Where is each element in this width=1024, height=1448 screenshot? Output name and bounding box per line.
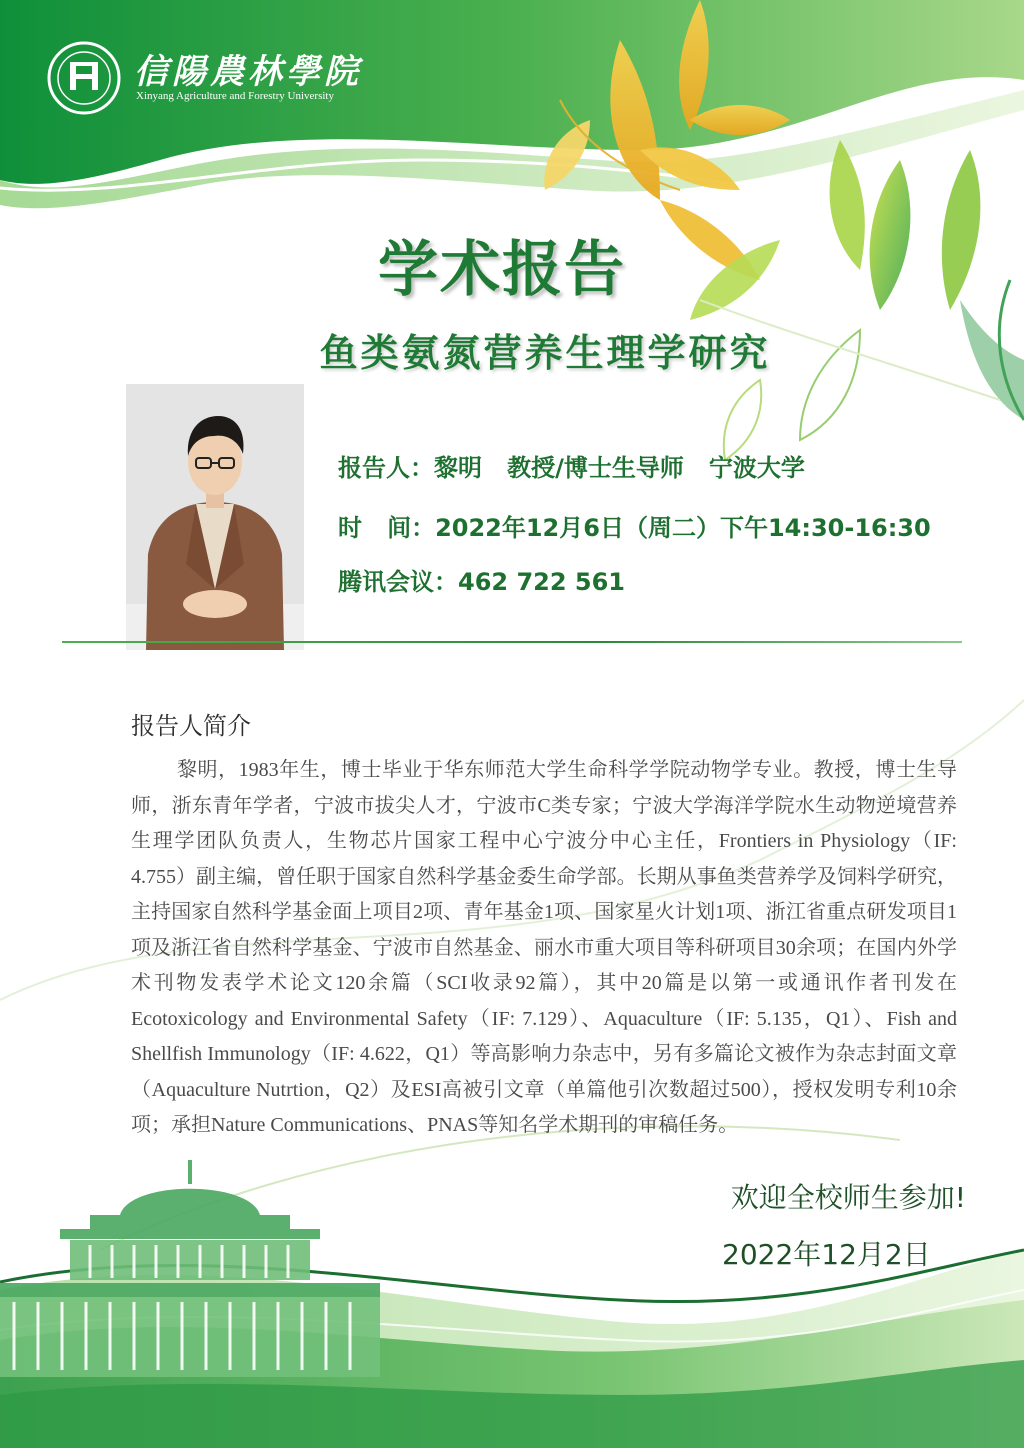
university-name-en: Xinyang Agriculture and Forestry University <box>136 90 334 102</box>
bio-heading: 报告人简介 <box>131 712 251 740</box>
meeting-line: 腾讯会议：462 722 561 <box>338 568 626 596</box>
reporter-line: 报告人：黎明 教授/博士生导师 宁波大学 <box>338 454 805 482</box>
bio-text: 黎明，1983年生，博士毕业于华东师范大学生命科学学院动物学专业。教授，博士生导师，浙东青年学者，宁波市拔尖人才，宁波市C类专家；宁波大学海洋学院水生动物逆境营养生理学团队负责人，生物芯片国家工程中心宁波分中心主任，Frontiers in Physiology（IF: 4.755）副主编，曾任职于国家自然科学基金委生命学部。长期从事鱼类营养学及饲料学研究，主持国家自然科学基金面上项目2项、青年基金1项、国家星火计划1项、浙江省重点研发项目1项及浙江省自然科学基金、宁波市自然基金、丽水市重大项目等科研项目30余项；在国内外学术刊物发表学术论文120余篇（SCI收录92篇），其中20篇是以第一或通讯作者刊发在Ecotoxicology and Environmental Safety（IF: 7.129）、Aquaculture（IF: 5.135，Q1）、Fish and Shellfish Immunology（IF: 4.622，Q1）等高影响力杂志中，另有多篇论文被作为杂志封面文章（Aquaculture Nutrtion，Q2）及ESI高被引文章（单篇他引次数超过500），授权发明专利10余项；承担Nature Communications、PNAS等知名学术期刊的审稿任务。 <box>131 759 957 1136</box>
welcome-text: 欢迎全校师生参加! <box>730 1181 966 1214</box>
time-line: 时 间：2022年12月6日（周二）下午14:30-16:30 <box>338 514 931 542</box>
university-emblem-icon <box>46 40 122 116</box>
speaker-bio <box>131 706 957 1144</box>
speaker-photo <box>126 384 304 650</box>
report-topic: 鱼类氨氮营养生理学研究 <box>319 331 771 375</box>
issue-date: 2022年12月2日 <box>722 1238 931 1271</box>
university-logo <box>46 40 362 120</box>
divider <box>62 641 962 643</box>
page-title: 学术报告 <box>378 235 626 305</box>
university-name-cn: 信陽農林學院 <box>134 52 362 92</box>
